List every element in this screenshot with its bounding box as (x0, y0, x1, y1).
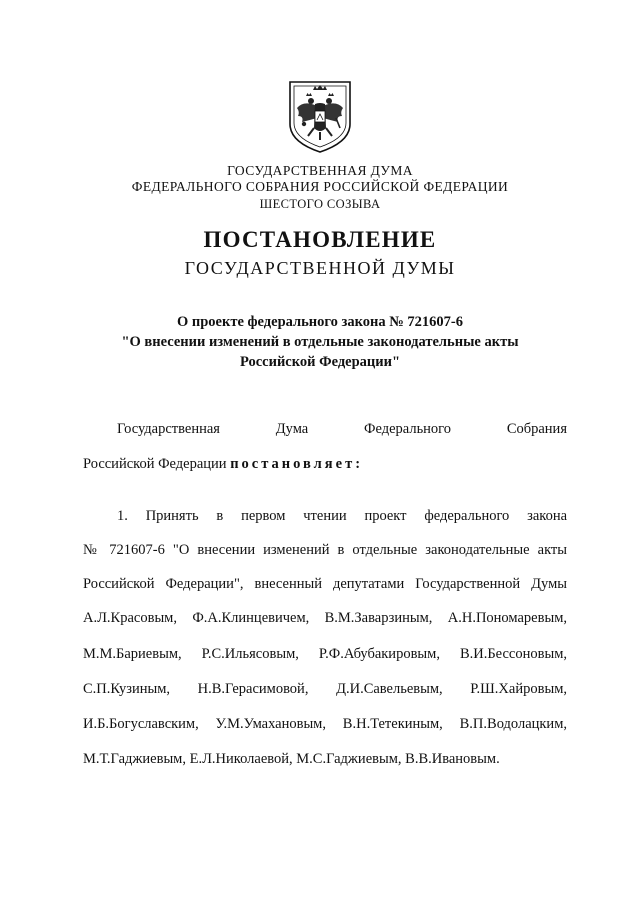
header-convocation: ШЕСТОГО СОЗЫВА (259, 197, 381, 211)
document-subtitle: ГОСУДАРСТВЕННОЙ ДУМЫ (184, 258, 456, 278)
document-title: ПОСТАНОВЛЕНИЕ (203, 227, 437, 252)
subject-line-3: Российской Федерации" (239, 354, 401, 370)
clause-1-line-2: № 721607-6 "О внесении изменений в отдельные законодательные акты (83, 542, 567, 558)
clause-word: 1. Принять (117, 508, 199, 524)
preamble-word: Дума (275, 421, 309, 437)
subject-line-1: О проекте федерального закона № 721607-6 (176, 314, 464, 330)
preamble-decree-word: постановляет: (230, 456, 364, 472)
clause-word: закона (527, 508, 568, 524)
clause-1-line-5: М.М.Бариевым, Р.С.Ильясовым, Р.Ф.Абубакировым, В.И.Бессоновым, (83, 646, 567, 662)
clause-word: чтении (303, 508, 347, 524)
clause-1-line-8: М.Т.Гаджиевым, Е.Л.Николаевой, М.С.Гаджиевым, В.В.Ивановым. (83, 751, 500, 767)
clause-1-line-7: И.Б.Богуславским, У.М.Умахановым, В.Н.Тетекиным, В.П.Водолацким, (83, 716, 567, 732)
clause-1-line-4: А.Л.Красовым, Ф.А.Клинцевичем, В.М.Заварзиным, А.Н.Пономаревым, (83, 610, 567, 626)
clause-word: в (216, 508, 224, 524)
russian-coat-of-arms-emblem (284, 78, 356, 154)
header-federal-assembly: ФЕДЕРАЛЬНОГО СОБРАНИЯ РОССИЙСКОЙ ФЕДЕРАЦИИ (131, 179, 509, 194)
clause-1-line-1 (117, 507, 567, 525)
subject-line-2: "О внесении изменений в отдельные законодательные акты (121, 334, 519, 350)
preamble-word: Федерального (364, 421, 452, 437)
clause-word: проект (364, 508, 407, 524)
preamble-word: Собрания (506, 421, 567, 437)
preamble-text: Российской Федерации (83, 456, 227, 472)
preamble-line-2 (83, 455, 567, 473)
clause-1-line-3: Российской Федерации", внесенный депутатами Государственной Думы (83, 576, 567, 592)
clause-1-line-6: С.П.Кузиным, Н.В.Герасимовой, Д.И.Савельевым, Р.Ш.Хайровым, (83, 681, 567, 697)
header-duma: ГОСУДАРСТВЕННАЯ ДУМА (227, 163, 413, 178)
clause-word: первом (241, 508, 286, 524)
preamble-line-1 (117, 420, 567, 438)
preamble-word: Государственная (117, 421, 220, 437)
clause-word: федерального (424, 508, 510, 524)
